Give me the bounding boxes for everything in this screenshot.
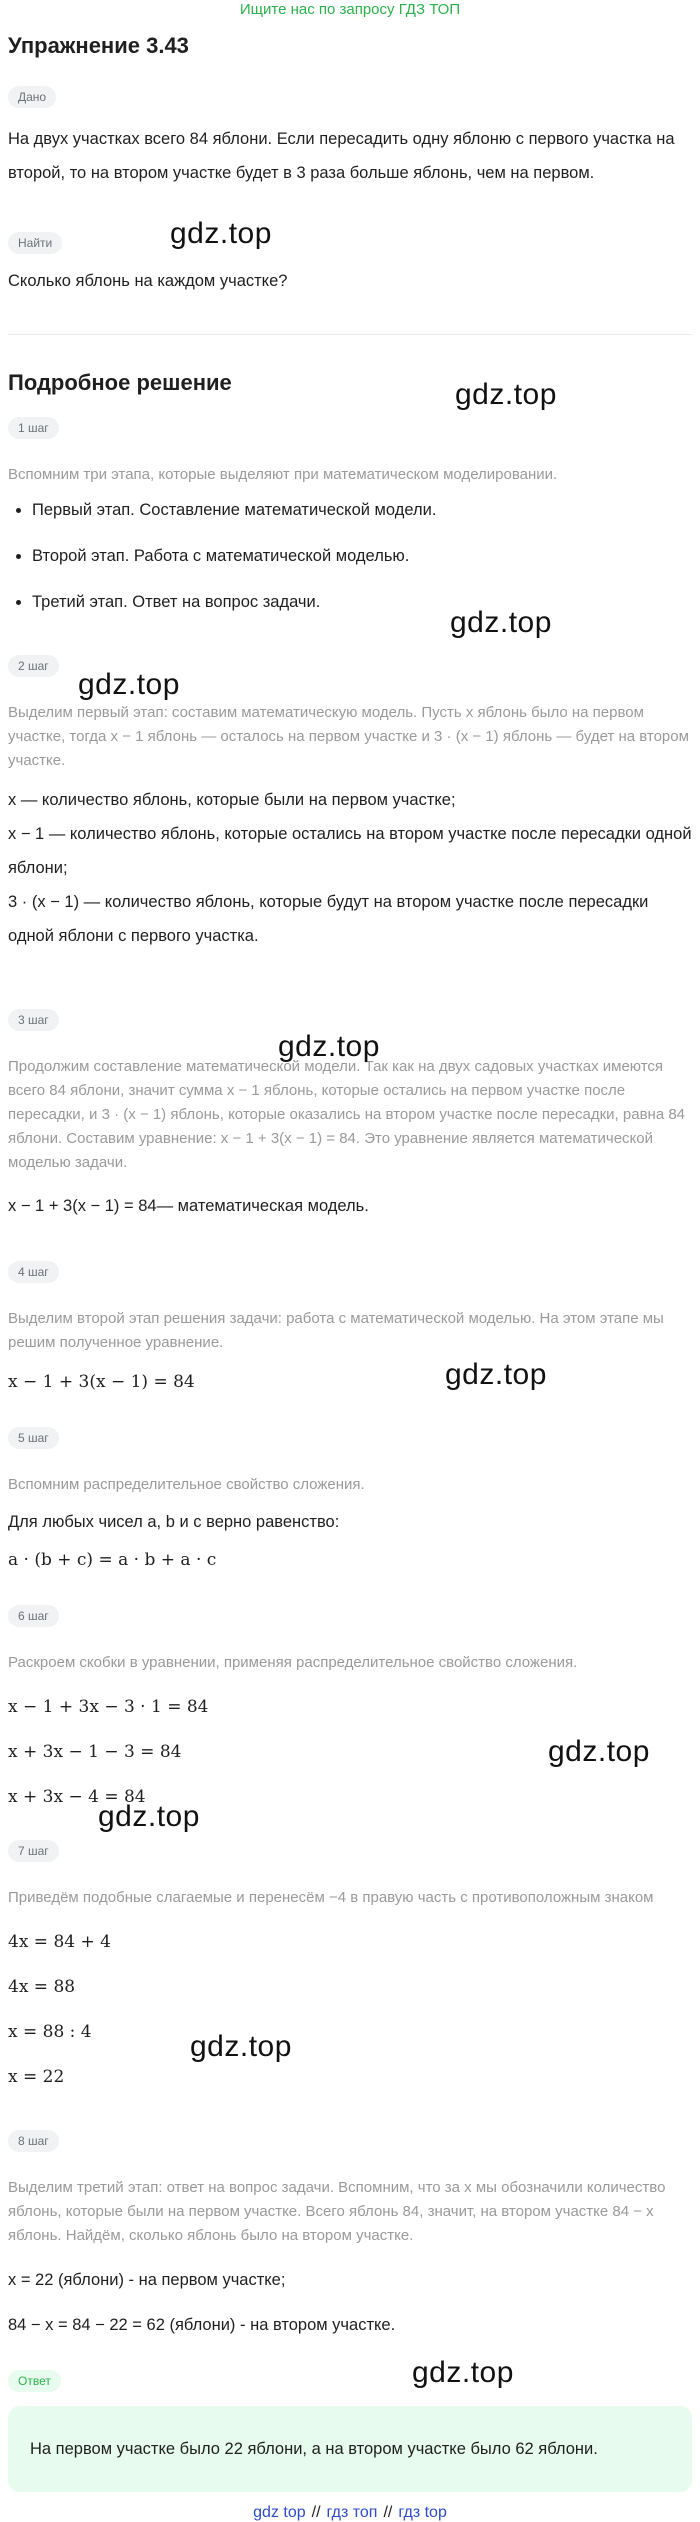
watermark-text: gdz.top (278, 1030, 380, 1063)
result-line: x = 22 (яблони) - на первом участке; (8, 2271, 286, 2289)
step-8 (8, 2130, 692, 2348)
equation: 4x = 88 (8, 1977, 76, 1997)
answer-tag: Ответ (8, 2370, 61, 2392)
watermark-text: gdz.top (190, 2030, 292, 2063)
definition-line: x − 1 — количество яблонь, которые остались на втором участке после пересадки одной яблони; (8, 825, 692, 877)
watermark-text: gdz.top (450, 606, 552, 639)
answer-text: На первом участке было 22 яблони, а на втором участке было 62 яблони. (30, 2440, 598, 2458)
equation: x − 1 + 3(x − 1) = 84 (8, 1372, 195, 1392)
link-gdz-top-mixed[interactable]: гдз top (398, 2504, 447, 2521)
find-text: Сколько яблонь на каждом участке? (8, 272, 288, 290)
equation: x + 3x − 4 = 84 (8, 1787, 146, 1807)
solution-title: Подробное решение (8, 370, 232, 395)
find-tag: Найти (8, 232, 62, 254)
bottom-links (8, 2504, 692, 2522)
step-intro: Раскроем скобки в уравнении, применяя распределительное свойство сложения. (8, 1654, 578, 1671)
step-intro: Выделим второй этап решения задачи: работа с математической моделью. На этом этапе мы решим полученное уравнение. (8, 1310, 664, 1351)
step-tag: 5 шаг (8, 1427, 59, 1449)
watermark-text: gdz.top (412, 2356, 514, 2389)
watermark-text: gdz.top (548, 1735, 650, 1768)
equation: 4x = 84 + 4 (8, 1932, 111, 1952)
model-line: x − 1 + 3(x − 1) = 84— математическая модель. (8, 1197, 369, 1215)
step-7 (8, 1840, 692, 2100)
list-item: • Второй этап. Работа с математической моделью. (32, 545, 692, 567)
equation: a · (b + c) = a · b + a · c (8, 1550, 217, 1570)
link-gdz-top[interactable]: gdz top (253, 2504, 306, 2521)
link-separator: // (311, 2504, 321, 2521)
given-tag: Дано (8, 86, 56, 108)
answer-box (8, 2406, 692, 2492)
list-item: • Третий этап. Ответ на вопрос задачи. (32, 591, 692, 613)
step-tag: 3 шаг (8, 1009, 59, 1031)
watermark-text: gdz.top (170, 217, 272, 250)
divider (8, 334, 692, 335)
step-intro: Вспомним распределительное свойство сложения. (8, 1476, 365, 1493)
definition-line: x — количество яблонь, которые были на первом участке; (8, 791, 456, 809)
equation: x − 1 + 3x − 3 · 1 = 84 (8, 1697, 209, 1717)
step-1 (8, 417, 692, 613)
property-text: Для любых чисел a, b и c верно равенство: (8, 1513, 340, 1531)
step-tag: 2 шаг (8, 655, 59, 677)
watermark-text: gdz.top (445, 1358, 547, 1391)
step-5 (8, 1427, 692, 1575)
link-gdz-top-ru[interactable]: гдз топ (326, 2504, 378, 2521)
step-tag: 8 шаг (8, 2130, 59, 2152)
definition-line: 3 · (x − 1) — количество яблонь, которые будут на втором участке после пересадки одной яблони с первого участка. (8, 893, 649, 945)
equation: x = 22 (8, 2067, 65, 2087)
step-tag: 1 шаг (8, 417, 59, 439)
result-line: 84 − x = 84 − 22 = 62 (яблони) - на втором участке. (8, 2316, 396, 2334)
page (8, 0, 692, 2522)
step-intro: Приведём подобные слагаемые и перенесём −4 в правую часть с противоположным знаком (8, 1889, 654, 1906)
step-intro: Выделим первый этап: составим математическую модель. Пусть x яблонь было на первом участке, тогда x − 1 яблонь — осталось на первом участке и 3 · (x − 1) яблонь — будет на втором участке. (8, 704, 689, 769)
step-intro: Продолжим составление математической модели. Так как на двух садовых участках имеются всего 84 яблони, значит сумма x − 1 яблонь, которые остались на первом участке после пересадки, и 3 · (x − 1) яблонь, которые оказались на втором участке после пересадки, равна 84 яблони. Составим уравнение: x − 1 + 3(x − 1) = 84. Это уравнение является математической моделью задачи. (8, 1058, 686, 1171)
step-tag: 7 шаг (8, 1840, 59, 1862)
step-tag: 4 шаг (8, 1261, 59, 1283)
list-item: • Первый этап. Составление математической модели. (32, 499, 692, 521)
equation: x = 88 : 4 (8, 2022, 92, 2042)
step-intro: Выделим третий этап: ответ на вопрос задачи. Вспомним, что за x мы обозначили количество яблонь, которые были на первом участке. Всего яблонь 84, значит, на втором участке 84 − x яблонь. Найдём, сколько яблонь было на втором участке. (8, 2179, 666, 2244)
step-4 (8, 1261, 692, 1397)
watermark-text: gdz.top (78, 668, 180, 701)
step-intro: Вспомним три этапа, которые выделяют при математическом моделировании. (8, 466, 558, 483)
search-banner[interactable]: Ищите нас по запросу ГДЗ ТОП (239, 1, 461, 18)
watermark-text: gdz.top (455, 378, 557, 411)
stages-list (8, 499, 692, 613)
step-6 (8, 1605, 692, 1820)
page-title: Упражнение 3.43 (8, 33, 189, 58)
step-tag: 6 шаг (8, 1605, 59, 1627)
watermark-text: gdz.top (98, 1800, 200, 1833)
given-text: На двух участках всего 84 яблони. Если пересадить одну яблоню с первого участка на второй, то на втором участке будет в 3 раза больше яблонь, чем на первом. (8, 130, 675, 182)
link-separator: // (383, 2504, 393, 2521)
equation: x + 3x − 1 − 3 = 84 (8, 1742, 182, 1762)
